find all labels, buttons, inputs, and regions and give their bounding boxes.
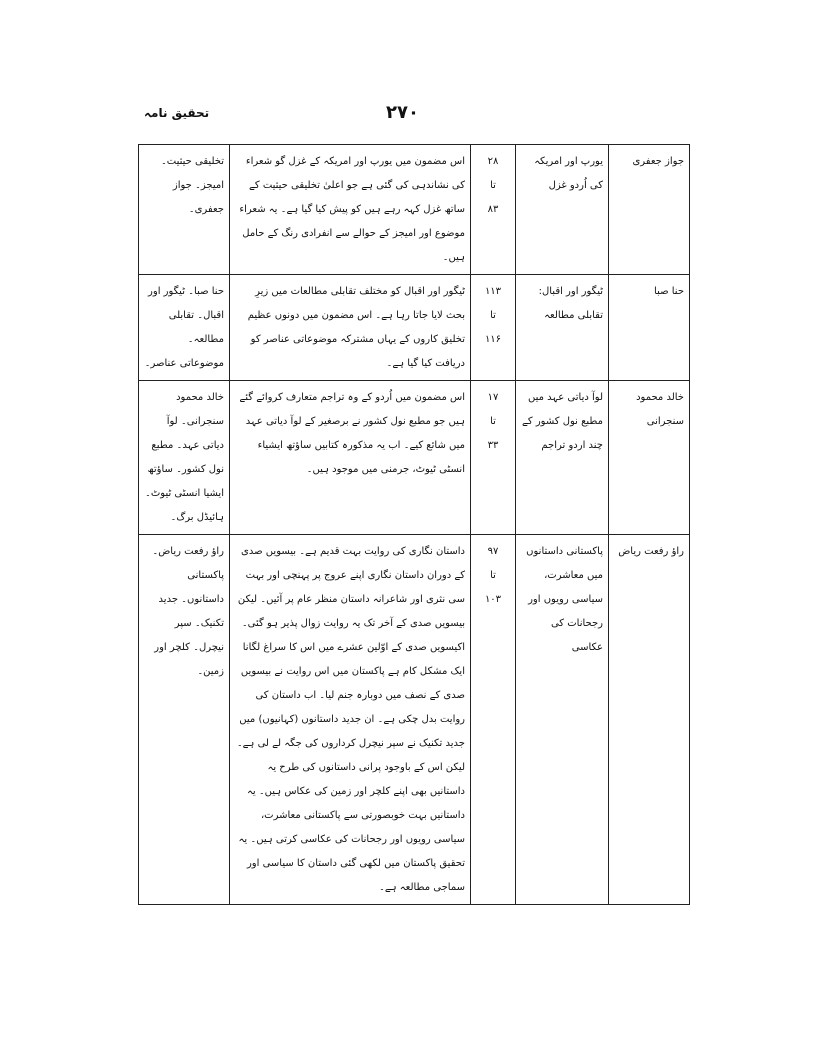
page-start: ۱۷ [487, 392, 499, 403]
title-cell: ٹیگور اور اقبال: تقابلی مطالعہ [516, 275, 609, 381]
pages-cell [471, 145, 516, 275]
table-row [139, 381, 690, 535]
page-range-word: تا [490, 180, 496, 191]
page-end: ۳۳ [487, 440, 499, 451]
page-start: ۱۱۳ [484, 286, 502, 297]
pages-cell [471, 381, 516, 535]
page-range-word: تا [490, 310, 496, 321]
page-number: ۲۷۰ [386, 102, 419, 123]
title-cell: پاکستانی داستانوں میں معاشرت، سیاسی رویوں اور رجحانات کی عکاسی [516, 535, 609, 905]
page-start: ۹۷ [487, 546, 499, 557]
keywords-cell: حنا صبا۔ ٹیگور اور اقبال۔ تقابلی مطالعہ۔ موضوعاتی عناصر۔ [139, 275, 230, 381]
table-row [139, 535, 690, 905]
page-range-word: تا [490, 416, 496, 427]
page-range-word: تا [490, 570, 496, 581]
title-cell: یورپ اور امریکہ کی اُردو غزل [516, 145, 609, 275]
journal-name: تحقیق نامہ [144, 106, 210, 120]
table-row [139, 275, 690, 381]
keywords-cell: خالد محمود سنجرانی۔ لوآ دیاتی عہد۔ مطبع نول کشور۔ ساؤتھ ایشیا انسٹی ٹیوٹ۔ ہائیڈل برگ۔ [139, 381, 230, 535]
summary-cell: ٹیگور اور اقبال کو مختلف تقابلی مطالعات میں زیرِ بحث لایا جاتا رہا ہے۔ اس مضمون میں دونوں عظیم تخلیق کاروں کے یہاں مشترکہ موضوعاتی عناصر کو دریافت کیا گیا ہے۔ [230, 275, 471, 381]
title-cell: لوآ دیاتی عہد میں مطبع نول کشور کے چند اردو تراجم [516, 381, 609, 535]
table-row [139, 145, 690, 275]
author-cell: حنا صبا [609, 275, 690, 381]
pages-cell [471, 535, 516, 905]
keywords-cell: راؤ رفعت ریاض۔ پاکستانی داستانوں۔ جدید تکنیک۔ سپر نیچرل۔ کلچر اور زمین۔ [139, 535, 230, 905]
page-end: ۱۰۳ [484, 594, 502, 605]
author-cell: جواز جعفری [609, 145, 690, 275]
keywords-cell: تخلیقی حیثیت۔ امیجز۔ جواز جعفری۔ [139, 145, 230, 275]
references-table [138, 144, 690, 905]
summary-cell: اس مضمون میں اُردو کے وہ تراجم متعارف کروائے گئے ہیں جو مطبع نول کشور نے برصغیر کے لوآ دیاتی عہد میں شائع کیے۔ اب یہ مذکورہ کتابیں ساؤتھ ایشیاء انسٹی ٹیوٹ، جرمنی میں موجود ہیں۔ [230, 381, 471, 535]
page-end: ۱۱۶ [484, 334, 502, 345]
page-end: ۸۳ [487, 204, 499, 215]
summary-cell: داستان نگاری کی روایت بہت قدیم ہے۔ بیسویں صدی کے دوران داستان نگاری اپنے عروج پر پہنچی اور بہت سی نثری اور شاعرانہ داستان منظر عام پر آئیں۔ لیکن بیسویں صدی کے آخر تک یہ روایت زوال پذیر ہو گئی۔ اکیسویں صدی کے اوّلین عشرے میں اس کا سراغ لگانا ایک مشکل کام ہے پاکستان میں اس روایت نے بیسویں صدی کے نصف میں دوبارہ جنم لیا۔ اب داستان کی روایت بدل چکی ہے۔ ان جدید داستانوں (کہانیوں) میں جدید تکنیک نے سپر نیچرل کرداروں کی جگہ لے لی ہے۔ لیکن اس کے باوجود پرانی داستانوں کی طرح یہ داستانیں بھی اپنے کلچر اور زمین کی عکاس ہیں۔ یہ داستانیں بہت خوبصورتی سے پاکستانی معاشرت، سیاسی رویوں اور رجحانات کی عکاسی کرتی ہیں۔ یہ تحقیق پاکستان میں لکھی گئی داستان کا سیاسی اور سماجی مطالعہ ہے۔ [230, 535, 471, 905]
page-start: ۲۸ [487, 156, 499, 167]
author-cell: راؤ رفعت ریاض [609, 535, 690, 905]
pages-cell [471, 275, 516, 381]
author-cell: خالد محمود سنجرانی [609, 381, 690, 535]
summary-cell: اس مضمون میں یورپ اور امریکہ کے غزل گو شعراء کی نشاندہی کی گئی ہے جو اعلیٰ تخلیقی حیثیت کے ساتھ غزل کہہ رہے ہیں کو پیش کیا گیا ہے۔ یہ شعراء موضوع اور امیجز کے حوالے سے انفرادی رنگ کے حامل ہیں۔ [230, 145, 471, 275]
